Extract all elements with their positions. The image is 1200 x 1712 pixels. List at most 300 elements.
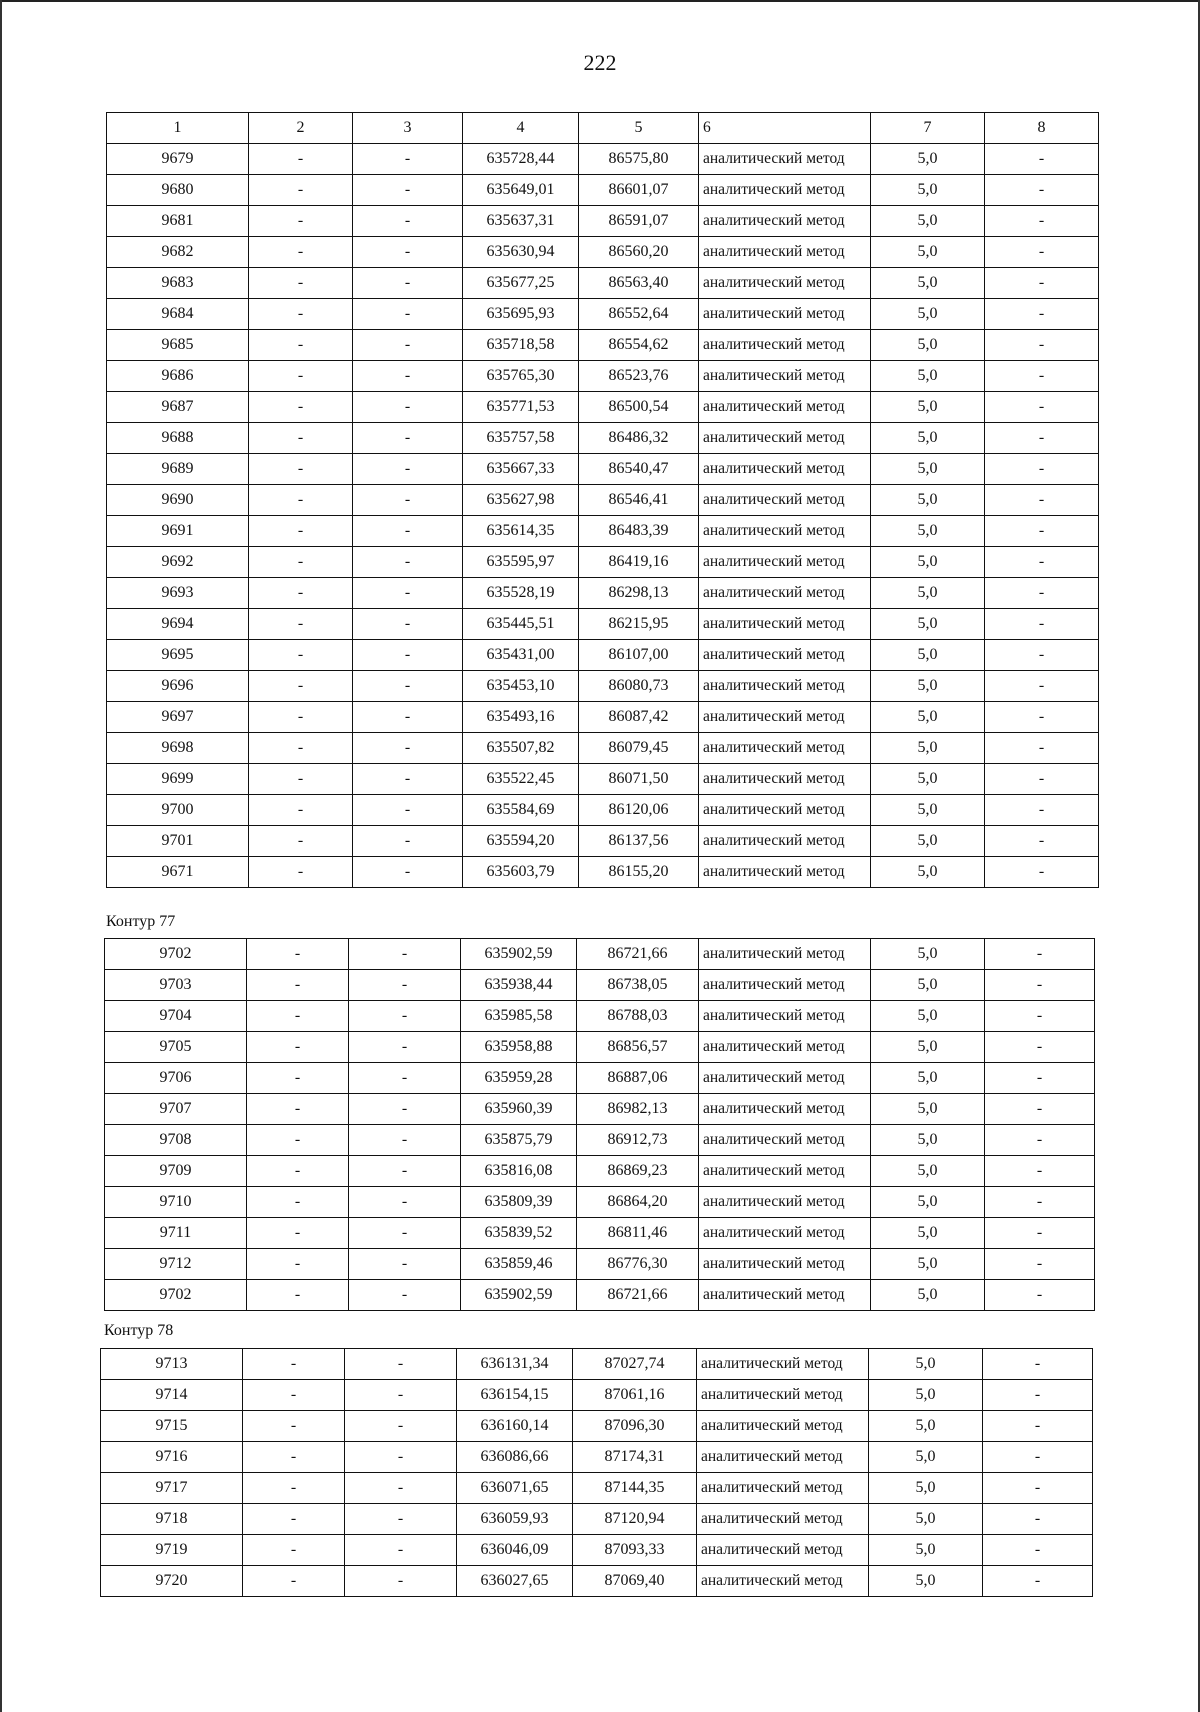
table-row bbox=[101, 1504, 1093, 1535]
table-cell-col-1: 9716 bbox=[101, 1442, 243, 1473]
table-cell-col-1: 9709 bbox=[105, 1156, 247, 1187]
table-cell-col-4: 635958,88 bbox=[461, 1032, 577, 1063]
table-cell-col-5: 86546,41 bbox=[579, 485, 699, 516]
table-cell-col-1: 9694 bbox=[107, 609, 249, 640]
table-cell-col-8: - bbox=[985, 423, 1099, 454]
table-cell-col-4: 635728,44 bbox=[463, 144, 579, 175]
table-row bbox=[105, 1187, 1095, 1218]
table-cell-col-8: - bbox=[985, 1125, 1095, 1156]
table-row bbox=[105, 1249, 1095, 1280]
table-cell-col-4: 635695,93 bbox=[463, 299, 579, 330]
table-cell-col-5: 86554,62 bbox=[579, 330, 699, 361]
table-cell-col-7: 5,0 bbox=[871, 702, 985, 733]
table-cell-col-1: 9691 bbox=[107, 516, 249, 547]
table-cell-col-8: - bbox=[985, 733, 1099, 764]
table-cell-col-3: - bbox=[353, 733, 463, 764]
table-cell-col-5: 86120,06 bbox=[579, 795, 699, 826]
table-header-row bbox=[107, 113, 1099, 144]
table-cell-col-3: - bbox=[345, 1349, 457, 1380]
table-cell-col-5: 86811,46 bbox=[577, 1218, 699, 1249]
table-cell-col-1: 9679 bbox=[107, 144, 249, 175]
table-cell-col-4: 635765,30 bbox=[463, 361, 579, 392]
table-cell-col-2: - bbox=[249, 454, 353, 485]
table-cell-col-1: 9671 bbox=[107, 857, 249, 888]
table-cell-col-2: - bbox=[247, 970, 349, 1001]
table-cell-col-7: 5,0 bbox=[871, 733, 985, 764]
table-cell-col-5: 86563,40 bbox=[579, 268, 699, 299]
table-cell-col-4: 635507,82 bbox=[463, 733, 579, 764]
table-cell-col-6: аналитический метод bbox=[699, 1218, 871, 1249]
table-cell-col-2: - bbox=[247, 1156, 349, 1187]
table-cell-col-2: 2 bbox=[249, 113, 353, 144]
table-cell-col-8: - bbox=[985, 206, 1099, 237]
table-cell-col-4: 635938,44 bbox=[461, 970, 577, 1001]
table-cell-col-7: 5,0 bbox=[871, 826, 985, 857]
table-cell-col-6: аналитический метод bbox=[697, 1380, 869, 1411]
table-cell-col-6: аналитический метод bbox=[699, 361, 871, 392]
table-cell-col-2: - bbox=[243, 1473, 345, 1504]
table-cell-col-5: 86087,42 bbox=[579, 702, 699, 733]
table-cell-col-3: - bbox=[345, 1473, 457, 1504]
table-cell-col-8: - bbox=[985, 970, 1095, 1001]
table-cell-col-1: 9702 bbox=[105, 939, 247, 970]
table-cell-col-2: - bbox=[247, 1032, 349, 1063]
table-cell-col-8: - bbox=[985, 175, 1099, 206]
table-cell-col-7: 5,0 bbox=[871, 1032, 985, 1063]
table-cell-col-5: 86788,03 bbox=[577, 1001, 699, 1032]
table-cell-col-7: 5,0 bbox=[871, 1125, 985, 1156]
table-cell-col-3: - bbox=[353, 144, 463, 175]
table-cell-col-1: 9689 bbox=[107, 454, 249, 485]
table-cell-col-8: - bbox=[985, 454, 1099, 485]
table-cell-col-6: аналитический метод bbox=[699, 1156, 871, 1187]
table-row bbox=[107, 423, 1099, 454]
table-row bbox=[105, 1218, 1095, 1249]
table-cell-col-3: - bbox=[349, 1032, 461, 1063]
table-cell-col-1: 9710 bbox=[105, 1187, 247, 1218]
table-cell-col-6: аналитический метод bbox=[697, 1473, 869, 1504]
table-cell-col-7: 5,0 bbox=[871, 175, 985, 206]
table-cell-col-5: 86080,73 bbox=[579, 671, 699, 702]
table-cell-col-8: - bbox=[985, 361, 1099, 392]
table-cell-col-6: аналитический метод bbox=[697, 1566, 869, 1597]
table-cell-col-6: аналитический метод bbox=[699, 939, 871, 970]
table-cell-col-6: аналитический метод bbox=[699, 1280, 871, 1311]
table-cell-col-7: 5,0 bbox=[869, 1442, 983, 1473]
table-cell-col-8: - bbox=[985, 1156, 1095, 1187]
table-cell-col-5: 86721,66 bbox=[577, 939, 699, 970]
table-cell-col-5: 86776,30 bbox=[577, 1249, 699, 1280]
coordinates-table-main bbox=[106, 112, 1099, 888]
table-cell-col-8: - bbox=[985, 1094, 1095, 1125]
table-cell-col-7: 5,0 bbox=[871, 857, 985, 888]
table-cell-col-5: 86560,20 bbox=[579, 237, 699, 268]
table-cell-col-8: - bbox=[985, 1032, 1095, 1063]
table-cell-col-5: 5 bbox=[579, 113, 699, 144]
table-cell-col-1: 9713 bbox=[101, 1349, 243, 1380]
table-cell-col-8: - bbox=[985, 578, 1099, 609]
table-cell-col-2: - bbox=[243, 1380, 345, 1411]
table-cell-col-3: - bbox=[353, 299, 463, 330]
table-cell-col-7: 5,0 bbox=[869, 1473, 983, 1504]
table-cell-col-6: аналитический метод bbox=[699, 857, 871, 888]
table-cell-col-2: - bbox=[249, 175, 353, 206]
table-cell-col-8: - bbox=[985, 764, 1099, 795]
table-cell-col-1: 9714 bbox=[101, 1380, 243, 1411]
table-cell-col-3: - bbox=[353, 516, 463, 547]
table-cell-col-5: 86500,54 bbox=[579, 392, 699, 423]
table-cell-col-1: 9711 bbox=[105, 1218, 247, 1249]
table-row bbox=[105, 939, 1095, 970]
table-cell-col-2: - bbox=[249, 547, 353, 578]
table-row bbox=[107, 640, 1099, 671]
table-cell-col-4: 635718,58 bbox=[463, 330, 579, 361]
table-cell-col-7: 7 bbox=[871, 113, 985, 144]
table-cell-col-7: 5,0 bbox=[871, 640, 985, 671]
table-cell-col-5: 86155,20 bbox=[579, 857, 699, 888]
table-cell-col-5: 86215,95 bbox=[579, 609, 699, 640]
table-cell-col-7: 5,0 bbox=[871, 578, 985, 609]
table-row bbox=[107, 578, 1099, 609]
table-cell-col-4: 4 bbox=[463, 113, 579, 144]
table-cell-col-6: аналитический метод bbox=[699, 423, 871, 454]
table-cell-col-8: - bbox=[983, 1442, 1093, 1473]
table-cell-col-4: 635627,98 bbox=[463, 485, 579, 516]
table-cell-col-2: - bbox=[247, 1125, 349, 1156]
table-cell-col-4: 635960,39 bbox=[461, 1094, 577, 1125]
table-cell-col-7: 5,0 bbox=[871, 671, 985, 702]
table-cell-col-6: аналитический метод bbox=[697, 1442, 869, 1473]
table-cell-col-7: 5,0 bbox=[871, 795, 985, 826]
table-row bbox=[107, 702, 1099, 733]
table-cell-col-8: - bbox=[985, 857, 1099, 888]
table-cell-col-4: 635902,59 bbox=[461, 1280, 577, 1311]
table-cell-col-8: 8 bbox=[985, 113, 1099, 144]
table-cell-col-5: 86721,66 bbox=[577, 1280, 699, 1311]
table-cell-col-8: - bbox=[983, 1566, 1093, 1597]
table-cell-col-8: - bbox=[985, 144, 1099, 175]
table-cell-col-4: 636046,09 bbox=[457, 1535, 573, 1566]
table-row bbox=[105, 970, 1095, 1001]
table-cell-col-1: 9707 bbox=[105, 1094, 247, 1125]
table-cell-col-7: 5,0 bbox=[869, 1411, 983, 1442]
table-cell-col-3: - bbox=[345, 1411, 457, 1442]
table-cell-col-2: - bbox=[247, 1187, 349, 1218]
table-cell-col-8: - bbox=[985, 392, 1099, 423]
table-cell-col-6: аналитический метод bbox=[699, 1001, 871, 1032]
table-row bbox=[107, 547, 1099, 578]
table-cell-col-8: - bbox=[985, 1249, 1095, 1280]
table-cell-col-4: 636027,65 bbox=[457, 1566, 573, 1597]
table-row bbox=[101, 1473, 1093, 1504]
table-cell-col-2: - bbox=[247, 1063, 349, 1094]
table-cell-col-2: - bbox=[249, 671, 353, 702]
table-cell-col-5: 86107,00 bbox=[579, 640, 699, 671]
table-cell-col-8: - bbox=[985, 299, 1099, 330]
table-cell-col-8: - bbox=[985, 516, 1099, 547]
table-cell-col-1: 9695 bbox=[107, 640, 249, 671]
table-row bbox=[105, 1001, 1095, 1032]
table-cell-col-4: 635757,58 bbox=[463, 423, 579, 454]
table-cell-col-6: аналитический метод bbox=[697, 1349, 869, 1380]
table-cell-col-6: аналитический метод bbox=[699, 299, 871, 330]
table-cell-col-1: 9681 bbox=[107, 206, 249, 237]
table-row bbox=[107, 485, 1099, 516]
table-row bbox=[101, 1349, 1093, 1380]
table-row bbox=[105, 1032, 1095, 1063]
table-cell-col-1: 9720 bbox=[101, 1566, 243, 1597]
table-cell-col-8: - bbox=[985, 640, 1099, 671]
table-cell-col-6: аналитический метод bbox=[699, 578, 871, 609]
table-cell-col-6: аналитический метод bbox=[699, 671, 871, 702]
table-cell-col-4: 635959,28 bbox=[461, 1063, 577, 1094]
table-cell-col-1: 9715 bbox=[101, 1411, 243, 1442]
table-cell-col-2: - bbox=[249, 361, 353, 392]
table-cell-col-8: - bbox=[985, 1218, 1095, 1249]
table-cell-col-3: - bbox=[353, 795, 463, 826]
table-row bbox=[107, 268, 1099, 299]
table-cell-col-7: 5,0 bbox=[871, 1280, 985, 1311]
table-cell-col-8: - bbox=[985, 485, 1099, 516]
table-row bbox=[107, 671, 1099, 702]
table-cell-col-1: 9698 bbox=[107, 733, 249, 764]
table-row bbox=[107, 392, 1099, 423]
table-cell-col-1: 9699 bbox=[107, 764, 249, 795]
table-cell-col-5: 86869,23 bbox=[577, 1156, 699, 1187]
table-cell-col-8: - bbox=[985, 1280, 1095, 1311]
table-cell-col-1: 9690 bbox=[107, 485, 249, 516]
table-cell-col-7: 5,0 bbox=[871, 1001, 985, 1032]
table-cell-col-8: - bbox=[983, 1411, 1093, 1442]
table-row bbox=[105, 1156, 1095, 1187]
table-cell-col-6: аналитический метод bbox=[699, 1187, 871, 1218]
table-cell-col-3: - bbox=[345, 1535, 457, 1566]
table-cell-col-2: - bbox=[249, 206, 353, 237]
table-cell-col-5: 86419,16 bbox=[579, 547, 699, 578]
table-cell-col-2: - bbox=[249, 764, 353, 795]
table-cell-col-2: - bbox=[249, 609, 353, 640]
table-cell-col-4: 635584,69 bbox=[463, 795, 579, 826]
table-cell-col-2: - bbox=[249, 330, 353, 361]
table-cell-col-5: 86079,45 bbox=[579, 733, 699, 764]
table-cell-col-5: 86856,57 bbox=[577, 1032, 699, 1063]
table-cell-col-6: аналитический метод bbox=[699, 1063, 871, 1094]
table-cell-col-3: - bbox=[345, 1380, 457, 1411]
table-cell-col-6: аналитический метод bbox=[699, 175, 871, 206]
table-cell-col-4: 635637,31 bbox=[463, 206, 579, 237]
table-cell-col-8: - bbox=[985, 1063, 1095, 1094]
table-cell-col-3: - bbox=[349, 1094, 461, 1125]
table-cell-col-8: - bbox=[985, 671, 1099, 702]
table-cell-col-4: 635816,08 bbox=[461, 1156, 577, 1187]
table-cell-col-5: 86523,76 bbox=[579, 361, 699, 392]
table-cell-col-3: - bbox=[349, 1249, 461, 1280]
table-cell-col-7: 5,0 bbox=[869, 1380, 983, 1411]
table-cell-col-8: - bbox=[983, 1473, 1093, 1504]
table-cell-col-1: 9682 bbox=[107, 237, 249, 268]
table-cell-col-5: 86864,20 bbox=[577, 1187, 699, 1218]
table-cell-col-2: - bbox=[247, 1218, 349, 1249]
table-cell-col-1: 9692 bbox=[107, 547, 249, 578]
table-cell-col-6: аналитический метод bbox=[697, 1504, 869, 1535]
table-cell-col-6: аналитический метод bbox=[697, 1535, 869, 1566]
table-cell-col-5: 87120,94 bbox=[573, 1504, 697, 1535]
table-row bbox=[107, 361, 1099, 392]
table-cell-col-2: - bbox=[247, 1094, 349, 1125]
table-cell-col-6: аналитический метод bbox=[699, 970, 871, 1001]
table-cell-col-7: 5,0 bbox=[869, 1566, 983, 1597]
table-cell-col-6: аналитический метод bbox=[699, 1032, 871, 1063]
table-cell-col-6: 6 bbox=[699, 113, 871, 144]
table-cell-col-4: 635522,45 bbox=[463, 764, 579, 795]
table-cell-col-2: - bbox=[243, 1504, 345, 1535]
table-cell-col-4: 636086,66 bbox=[457, 1442, 573, 1473]
table-cell-col-1: 9696 bbox=[107, 671, 249, 702]
table-cell-col-6: аналитический метод bbox=[699, 826, 871, 857]
table-cell-col-1: 9683 bbox=[107, 268, 249, 299]
table-cell-col-1: 9706 bbox=[105, 1063, 247, 1094]
table-cell-col-3: - bbox=[345, 1442, 457, 1473]
table-cell-col-6: аналитический метод bbox=[699, 485, 871, 516]
table-cell-col-5: 87096,30 bbox=[573, 1411, 697, 1442]
table-cell-col-8: - bbox=[985, 702, 1099, 733]
table-cell-col-7: 5,0 bbox=[871, 516, 985, 547]
table-cell-col-6: аналитический метод bbox=[699, 144, 871, 175]
table-cell-col-3: - bbox=[353, 702, 463, 733]
table-cell-col-1: 9719 bbox=[101, 1535, 243, 1566]
table-cell-col-8: - bbox=[985, 826, 1099, 857]
table-cell-col-3: - bbox=[353, 671, 463, 702]
table-cell-col-2: - bbox=[243, 1566, 345, 1597]
table-cell-col-6: аналитический метод bbox=[699, 547, 871, 578]
table-row bbox=[107, 795, 1099, 826]
table-cell-col-7: 5,0 bbox=[871, 361, 985, 392]
table-cell-col-5: 87174,31 bbox=[573, 1442, 697, 1473]
table-cell-col-4: 636154,15 bbox=[457, 1380, 573, 1411]
table-cell-col-6: аналитический метод bbox=[699, 1094, 871, 1125]
table-cell-col-5: 87061,16 bbox=[573, 1380, 697, 1411]
table-cell-col-7: 5,0 bbox=[871, 330, 985, 361]
table-cell-col-3: - bbox=[349, 939, 461, 970]
table-cell-col-3: - bbox=[353, 268, 463, 299]
table-cell-col-2: - bbox=[249, 795, 353, 826]
table-cell-col-2: - bbox=[247, 1249, 349, 1280]
table-cell-col-5: 86738,05 bbox=[577, 970, 699, 1001]
table-row bbox=[107, 237, 1099, 268]
table-cell-col-6: аналитический метод bbox=[699, 1125, 871, 1156]
table-cell-col-2: - bbox=[249, 485, 353, 516]
table-cell-col-8: - bbox=[985, 609, 1099, 640]
table-cell-col-3: - bbox=[353, 454, 463, 485]
table-cell-col-7: 5,0 bbox=[871, 547, 985, 578]
table-cell-col-1: 9701 bbox=[107, 826, 249, 857]
table-cell-col-5: 86540,47 bbox=[579, 454, 699, 485]
table-row bbox=[105, 1280, 1095, 1311]
table-cell-col-3: - bbox=[353, 237, 463, 268]
table-cell-col-7: 5,0 bbox=[869, 1535, 983, 1566]
table-cell-col-5: 86137,56 bbox=[579, 826, 699, 857]
table-cell-col-4: 635667,33 bbox=[463, 454, 579, 485]
table-cell-col-3: - bbox=[349, 1125, 461, 1156]
table-cell-col-4: 635528,19 bbox=[463, 578, 579, 609]
scan-top-edge bbox=[0, 0, 1200, 2]
table-cell-col-2: - bbox=[249, 702, 353, 733]
table-cell-col-7: 5,0 bbox=[871, 237, 985, 268]
section-title-kontur-77: Контур 77 bbox=[106, 913, 176, 930]
table-cell-col-4: 636059,93 bbox=[457, 1504, 573, 1535]
table-row bbox=[105, 1094, 1095, 1125]
table-cell-col-7: 5,0 bbox=[871, 299, 985, 330]
table-cell-col-2: - bbox=[243, 1442, 345, 1473]
table-cell-col-8: - bbox=[985, 547, 1099, 578]
table-cell-col-7: 5,0 bbox=[871, 206, 985, 237]
table-cell-col-2: - bbox=[249, 857, 353, 888]
table-cell-col-1: 9688 bbox=[107, 423, 249, 454]
table-cell-col-3: - bbox=[353, 392, 463, 423]
table-cell-col-1: 9708 bbox=[105, 1125, 247, 1156]
table-cell-col-4: 635859,46 bbox=[461, 1249, 577, 1280]
scan-left-edge bbox=[0, 0, 2, 1712]
table-cell-col-6: аналитический метод bbox=[699, 206, 871, 237]
table-cell-col-7: 5,0 bbox=[871, 1063, 985, 1094]
table-cell-col-5: 86912,73 bbox=[577, 1125, 699, 1156]
table-row bbox=[107, 330, 1099, 361]
table-cell-col-8: - bbox=[983, 1535, 1093, 1566]
table-cell-col-5: 86575,80 bbox=[579, 144, 699, 175]
table-row bbox=[101, 1442, 1093, 1473]
table-cell-col-8: - bbox=[985, 939, 1095, 970]
table-cell-col-3: - bbox=[353, 361, 463, 392]
table-cell-col-5: 86982,13 bbox=[577, 1094, 699, 1125]
table-row bbox=[101, 1380, 1093, 1411]
table-cell-col-7: 5,0 bbox=[869, 1504, 983, 1535]
table-cell-col-6: аналитический метод bbox=[699, 609, 871, 640]
table-cell-col-8: - bbox=[985, 795, 1099, 826]
table-cell-col-1: 9693 bbox=[107, 578, 249, 609]
table-cell-col-6: аналитический метод bbox=[699, 268, 871, 299]
table-cell-col-4: 636071,65 bbox=[457, 1473, 573, 1504]
table-cell-col-6: аналитический метод bbox=[699, 392, 871, 423]
table-cell-col-4: 635771,53 bbox=[463, 392, 579, 423]
table-cell-col-5: 86552,64 bbox=[579, 299, 699, 330]
section-title-kontur-78: Контур 78 bbox=[104, 1322, 174, 1339]
table-cell-col-4: 635594,20 bbox=[463, 826, 579, 857]
table-cell-col-8: - bbox=[983, 1349, 1093, 1380]
table-cell-col-2: - bbox=[249, 733, 353, 764]
table-cell-col-6: аналитический метод bbox=[697, 1411, 869, 1442]
table-cell-col-4: 635839,52 bbox=[461, 1218, 577, 1249]
table-cell-col-2: - bbox=[247, 1280, 349, 1311]
table-cell-col-4: 635985,58 bbox=[461, 1001, 577, 1032]
table-cell-col-5: 86071,50 bbox=[579, 764, 699, 795]
table-cell-col-7: 5,0 bbox=[871, 970, 985, 1001]
table-cell-col-3: - bbox=[353, 640, 463, 671]
table-cell-col-2: - bbox=[249, 578, 353, 609]
table-cell-col-3: - bbox=[353, 175, 463, 206]
table-cell-col-1: 9686 bbox=[107, 361, 249, 392]
table-row bbox=[107, 206, 1099, 237]
table-cell-col-7: 5,0 bbox=[871, 454, 985, 485]
table-cell-col-2: - bbox=[249, 144, 353, 175]
table-cell-col-3: - bbox=[353, 764, 463, 795]
table-cell-col-3: - bbox=[353, 423, 463, 454]
table-cell-col-4: 635875,79 bbox=[461, 1125, 577, 1156]
table-cell-col-3: - bbox=[349, 1280, 461, 1311]
table-cell-col-3: - bbox=[345, 1566, 457, 1597]
table-cell-col-8: - bbox=[983, 1380, 1093, 1411]
table-cell-col-2: - bbox=[243, 1411, 345, 1442]
table-cell-col-2: - bbox=[249, 516, 353, 547]
